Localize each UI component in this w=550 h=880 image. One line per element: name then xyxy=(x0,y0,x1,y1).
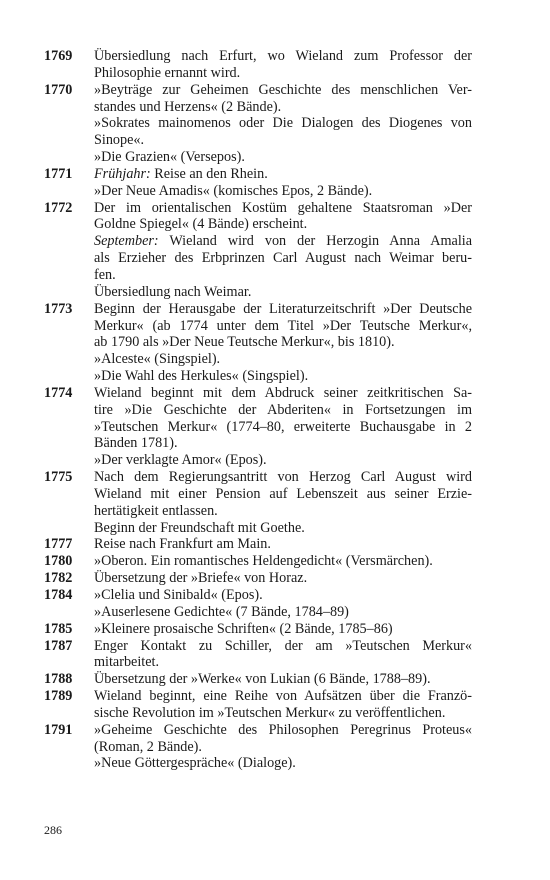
chronology-entry xyxy=(44,570,474,587)
line-text: Übersiedlung nach Erfurt, wo Wieland zum Professor der xyxy=(94,48,472,64)
entry-text xyxy=(94,722,472,773)
chronology-entry xyxy=(44,536,474,553)
text-line xyxy=(94,115,472,132)
text-line xyxy=(94,250,472,267)
text-line xyxy=(94,82,472,99)
text-line xyxy=(94,216,472,233)
line-text: Wieland wird von der Herzogin Anna Amalia xyxy=(158,233,472,250)
text-line xyxy=(94,301,472,318)
text-line xyxy=(94,755,472,772)
line-text: »Oberon. Ein romantisches Heldengedicht« (Versmärchen). xyxy=(94,553,433,570)
line-text: mitarbeitet. xyxy=(94,654,160,671)
line-text: (Roman, 2 Bände). xyxy=(94,738,202,755)
line-text: Wieland beginnt mit dem Abdruck seiner zeitkritischen Sa- xyxy=(94,384,472,401)
page-number: 286 xyxy=(44,823,62,837)
text-line xyxy=(94,233,472,250)
entry-text xyxy=(94,688,472,722)
line-text: Beginn der Herausgabe der Literaturzeitschrift »Der Deutsche xyxy=(94,300,472,317)
text-line xyxy=(94,469,472,486)
line-text: standes und Herzens« (2 Bände). xyxy=(94,98,282,115)
entry-year: 1784 xyxy=(44,587,73,603)
line-text: ab 1790 als »Der Neue Teutsche Merkur«, bis 1810). xyxy=(94,334,395,351)
line-text: Beginn der Freundschaft mit Goethe. xyxy=(94,519,305,536)
entry-year: 1774 xyxy=(44,384,73,401)
chronology-entry xyxy=(44,469,474,536)
line-text: »Der verklagte Amor« (Epos). xyxy=(94,452,267,469)
entry-text xyxy=(94,536,472,553)
entry-year: 1789 xyxy=(44,688,73,705)
entry-text xyxy=(94,82,472,166)
chronology-entry xyxy=(44,621,474,638)
line-text: »Kleinere prosaische Schriften« (2 Bände, 1785–86) xyxy=(94,620,393,637)
entry-text xyxy=(94,553,472,570)
line-text: »Die Grazien« (Versepos). xyxy=(94,149,245,166)
text-line xyxy=(94,435,472,452)
text-line xyxy=(94,739,472,756)
entry-year: 1770 xyxy=(44,81,73,98)
line-text: Wieland beginnt, eine Reihe von Aufsätzen über die Franzö- xyxy=(94,688,472,705)
chronology-entry xyxy=(44,553,474,570)
line-text: als Erzieher des Erbprinzen Carl August nach Weimar beru- xyxy=(94,250,472,267)
entry-text xyxy=(94,469,472,536)
entry-year: 1777 xyxy=(44,536,73,553)
entry-year: 1788 xyxy=(44,671,73,688)
line-text: Übersiedlung nach Weimar. xyxy=(94,283,252,300)
entry-text xyxy=(94,48,472,82)
line-text: Nach dem Regierungsantritt von Herzog Carl August wird xyxy=(94,469,472,486)
entry-text xyxy=(94,385,472,469)
entry-year: 1771 xyxy=(44,165,73,182)
entry-text xyxy=(94,166,472,200)
entry-year: 1769 xyxy=(44,48,73,64)
line-text: »Clelia und Sinibald« (Epos). xyxy=(94,587,263,603)
text-line xyxy=(94,183,472,200)
line-text: »Teutschen Merkur« (1774–80, erweiterte Buchausgabe in 2 xyxy=(94,418,472,435)
italic-date-label: September: xyxy=(94,233,159,250)
text-line xyxy=(94,536,472,553)
entry-year: 1772 xyxy=(44,199,73,216)
chronology-entry xyxy=(44,200,474,301)
line-text: Wieland mit einer Pension auf Lebenszeit aus seiner Erzie- xyxy=(94,485,472,502)
entry-year: 1785 xyxy=(44,620,73,637)
text-line xyxy=(94,402,472,419)
text-line xyxy=(94,419,472,436)
chronology-entry xyxy=(44,638,474,672)
text-line xyxy=(94,705,472,722)
line-text: Bänden 1781). xyxy=(94,435,178,452)
line-text: »Die Wahl des Herkules« (Singspiel). xyxy=(94,368,309,385)
line-text: Goldne Spiegel« (4 Bände) erscheint. xyxy=(94,216,308,233)
text-line xyxy=(94,486,472,503)
line-text: Übersetzung der »Werke« von Lukian (6 Bände, 1788–89). xyxy=(94,671,431,688)
entry-text xyxy=(94,301,472,385)
line-text: Sinope«. xyxy=(94,132,145,149)
text-line xyxy=(94,132,472,149)
text-line xyxy=(94,604,472,621)
line-text: Der im orientalischen Kostüm gehaltene Staatsroman »Der xyxy=(94,199,472,216)
line-text: »Sokrates mainomenos oder Die Dialogen des Diogenes von xyxy=(94,115,472,132)
entry-text xyxy=(94,638,472,672)
entry-text xyxy=(94,671,472,688)
entry-year: 1780 xyxy=(44,553,73,570)
entry-year: 1775 xyxy=(44,469,73,486)
line-text: Enger Kontakt zu Schiller, der am »Teutschen Merkur« xyxy=(94,637,472,654)
line-text: Übersetzung der »Briefe« von Horaz. xyxy=(94,570,308,587)
text-line xyxy=(94,385,472,402)
text-line xyxy=(94,621,472,638)
text-line xyxy=(94,368,472,385)
text-line xyxy=(94,99,472,116)
text-line xyxy=(94,166,472,183)
text-line xyxy=(94,638,472,655)
text-line xyxy=(94,267,472,284)
text-line xyxy=(94,587,472,604)
entry-year: 1791 xyxy=(44,721,73,738)
entry-year: 1782 xyxy=(44,570,73,587)
line-text: Reise nach Frankfurt am Main. xyxy=(94,536,271,553)
text-line xyxy=(94,48,472,65)
chronology-entry xyxy=(44,671,474,688)
line-text: »Beyträge zur Geheimen Geschichte des menschlichen Ver- xyxy=(94,81,472,98)
chronology-entry xyxy=(44,385,474,469)
line-text: Reise an den Rhein. xyxy=(150,165,268,182)
text-line xyxy=(94,284,472,301)
text-line xyxy=(94,570,472,587)
text-line xyxy=(94,503,472,520)
line-text: »Auserlesene Gedichte« (7 Bände, 1784–89) xyxy=(94,603,349,620)
text-line xyxy=(94,200,472,217)
line-text: hertätigkeit entlassen. xyxy=(94,502,218,519)
entry-year: 1787 xyxy=(44,637,73,654)
entry-text xyxy=(94,587,472,621)
line-text: Philosophie ernannt wird. xyxy=(94,64,241,81)
chronology-list xyxy=(44,48,474,772)
line-text: Merkur« (ab 1774 unter dem Titel »Der Teutsche Merkur«, xyxy=(94,317,472,334)
italic-date-label: Frühjahr: xyxy=(94,165,151,182)
entry-text xyxy=(94,621,472,638)
line-text: »Alceste« (Singspiel). xyxy=(94,351,221,368)
line-text: »Der Neue Amadis« (komisches Epos, 2 Bände). xyxy=(94,182,373,199)
chronology-entry xyxy=(44,166,474,200)
line-text: sische Revolution im »Teutschen Merkur« zu veröffentlichen. xyxy=(94,704,446,721)
chronology-entry xyxy=(44,722,474,773)
text-line xyxy=(94,671,472,688)
line-text: »Geheime Geschichte des Philosophen Peregrinus Proteus« xyxy=(94,721,472,738)
text-line xyxy=(94,654,472,671)
text-line xyxy=(94,452,472,469)
line-text: fen. xyxy=(94,266,116,283)
entry-year: 1773 xyxy=(44,300,73,317)
text-line xyxy=(94,334,472,351)
text-line xyxy=(94,520,472,537)
chronology-entry xyxy=(44,301,474,385)
chronology-entry xyxy=(44,48,474,82)
chronology-entry xyxy=(44,587,474,621)
text-line xyxy=(94,149,472,166)
line-text: tire »Die Geschichte der Abderiten« in Fortsetzungen im xyxy=(94,401,472,418)
text-line xyxy=(94,65,472,82)
text-line xyxy=(94,318,472,335)
chronology-entry xyxy=(44,688,474,722)
text-line xyxy=(94,351,472,368)
entry-text xyxy=(94,200,472,301)
text-line xyxy=(94,688,472,705)
chronology-entry xyxy=(44,82,474,166)
text-line xyxy=(94,553,472,570)
entry-text xyxy=(94,570,472,587)
text-line xyxy=(94,722,472,739)
line-text: »Neue Göttergespräche« (Dialoge). xyxy=(94,755,296,772)
